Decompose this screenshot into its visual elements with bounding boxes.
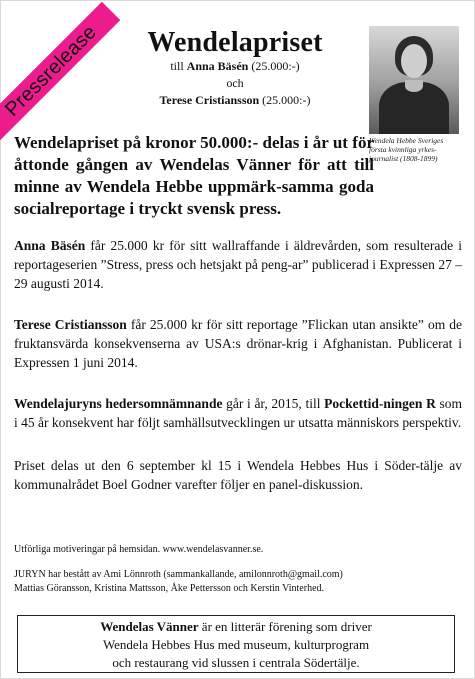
portrait-caption: Wendela Hebbe Sveriges första kvinnliga yrkes-journalist (1808-1899) (369, 136, 444, 163)
wendela-hebbe-portrait (369, 26, 459, 134)
lead-paragraph: Wendelapriset på kronor 50.000:- delas i år ut för åttonde gången av Wendelas Vänner för att till minne av Wendela Hebbe uppmärk-samma goda socialreportage i tryckt svensk press. (14, 133, 374, 218)
winner-line-2: Terese Cristiansson (25.000:-) (159, 93, 311, 107)
header (110, 28, 360, 109)
footer-box: Wendelas Vänner är en litterär förening som driver Wendela Hebbes Hus med museum, kulturprogram och restaurang vid slussen i centrala Södertälje. (17, 615, 455, 673)
paragraph-ceremony: Priset delas ut den 6 september kl 15 i Wendela Hebbes Hus i Söder-tälje av kommunalrådet Boel Godner varefter följer en panel-diskussion. (14, 458, 462, 492)
paragraph-honorable-mention: Wendelajuryns hedersomnämnande går i år, 2015, till Pockettid-ningen R som i 45 år konsekvent har följt samhällsutvecklingen ur utsatta människors perspektiv. (14, 396, 462, 430)
page-title: Wendelapriset (147, 27, 323, 58)
winner-name-1: Anna Bäsén (186, 59, 249, 73)
paragraph-anna: Anna Bäsén får 25.000 kr för sitt wallraffande i äldrevården, som resulterade i reportageserien ”Stress, press och hetsjakt på peng-ar” publicerad i Expressen 27 – 29 augusti 2014. (14, 238, 462, 291)
paragraph-terese: Terese Cristiansson får 25.000 kr för sitt reportage ”Flickan utan ansikte” om de fruktansvärda konsekvenserna av USA:s drönar-krig i Afghanistan. Publicerat i Expressen 1 juni 2014. (14, 317, 462, 370)
ribbon-label: Pressrelease (0, 20, 101, 121)
och-line: och (226, 76, 244, 90)
winner-name-2: Terese Cristiansson (159, 93, 260, 107)
info-line: Utförliga motiveringar på hemsidan. www.wendelasvanner.se. (14, 544, 264, 555)
jury-text: JURYN har bestått av Ami Lönnroth (sammankallande, amilonnroth@gmail.com) Mattias Göransson, Kristina Mattsson, Åke Pettersson och Kerstin Vinterhed. (14, 569, 343, 594)
winner-line-1: till Anna Bäsén (25.000:-) (170, 59, 300, 73)
